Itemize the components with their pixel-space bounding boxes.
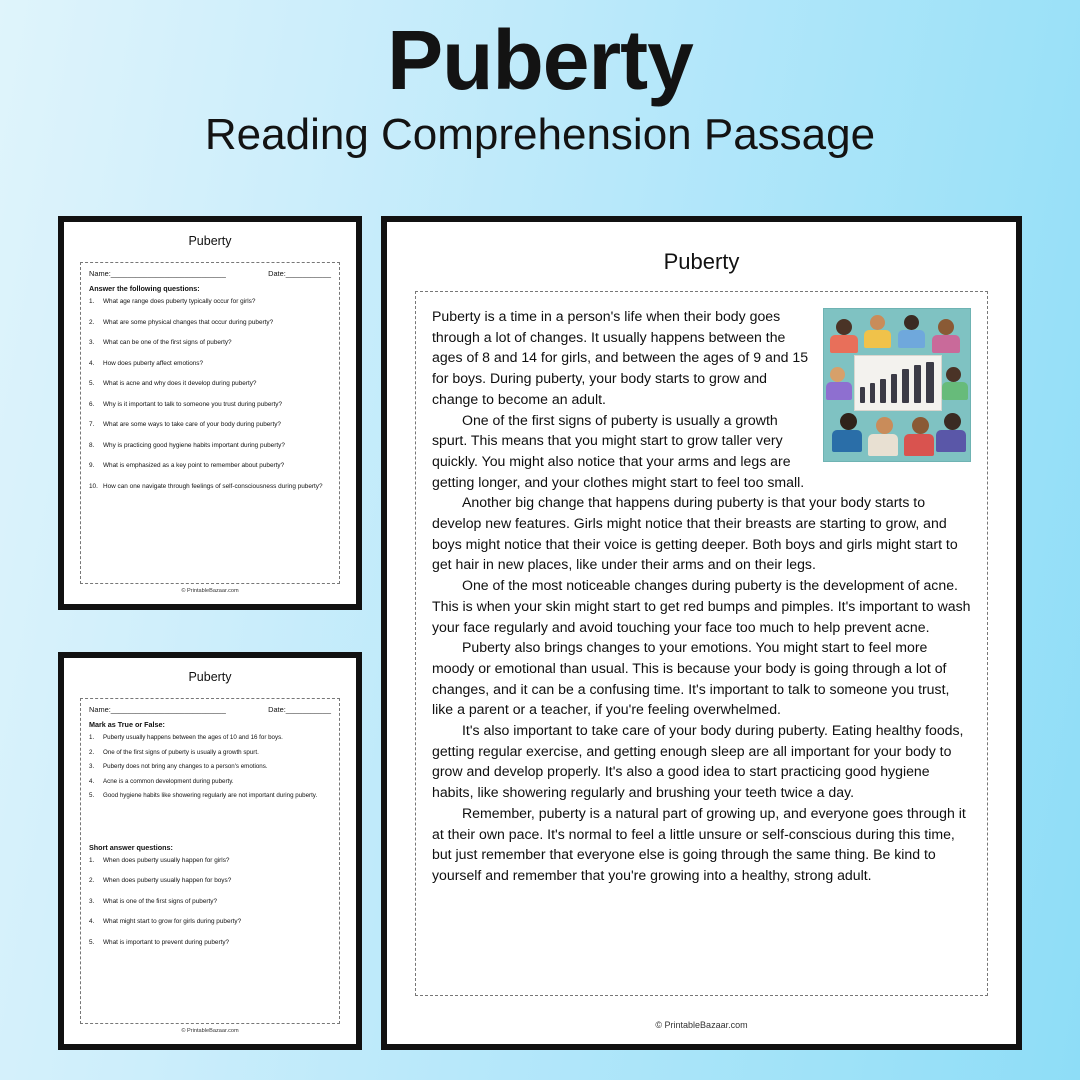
true-false-heading: Mark as True or False: <box>89 720 165 729</box>
question-number: 8. <box>89 441 95 449</box>
question-text: What is one of the first signs of puberty? <box>103 897 218 905</box>
question-text: When does puberty usually happen for girls? <box>103 856 230 864</box>
item-number: 5. <box>89 792 95 800</box>
item-number: 2. <box>89 748 95 756</box>
passage-paragraph: It's also important to take care of your body during puberty. Eating healthy foods, getting regular exercise, and getting enough sleep are all important for your body to grow and develop properly. It's also a good idea to start practicing good hygiene habits, like showering regularly and brushing your teeth twice a day. <box>432 722 964 801</box>
worksheet-one-instruction: Answer the following questions: <box>89 284 200 293</box>
question-text: What is important to prevent during puberty? <box>103 938 230 946</box>
passage-paragraph: Remember, puberty is a natural part of growing up, and everyone goes through it at their own pace. It's normal to feel a little unsure or self-conscious during this time, but just remember that everyone else is going through the same thing. Be kind to yourself and remember that you're growing into a healthy, strong adult. <box>432 804 966 883</box>
short-answer-list <box>89 857 331 947</box>
question-number: 9. <box>89 462 95 469</box>
list-item <box>89 442 331 450</box>
item-text: One of the first signs of puberty is usually a growth spurt. <box>103 748 259 756</box>
passage-title: Puberty <box>663 249 740 274</box>
question-text: What age range does puberty typically occur for girls? <box>103 298 256 305</box>
question-text: What might start to grow for girls during puberty? <box>103 918 242 926</box>
question-number: 10. <box>89 482 98 490</box>
item-text: Puberty does not bring any changes to a person's emotions. <box>103 763 268 771</box>
worksheet-one-title: Puberty <box>188 234 232 248</box>
list-item <box>89 734 331 742</box>
list-item <box>89 421 331 429</box>
page-subtitle: Reading Comprehension Passage <box>204 109 876 159</box>
question-text: What is acne and why does it develop during puberty? <box>103 380 257 387</box>
worksheet-two-content <box>80 698 340 1024</box>
section-spacer <box>89 807 331 843</box>
true-false-list <box>89 734 331 800</box>
reading-passage-page[interactable] <box>381 216 1022 1050</box>
passage-paragraph: Puberty also brings changes to your emotions. You might start to feel more moody or emotional than usual. This is because your body is going through a lot of changes, and it can be a confusing time. It's important to talk to someone you trust, like a parent or a teacher, if you're feeling overwhelmed. <box>432 639 950 718</box>
list-item <box>89 749 331 757</box>
date-field-label[interactable]: Date:___________ <box>268 705 331 714</box>
worksheet-page-true-false[interactable] <box>58 652 362 1050</box>
question-text: How does puberty affect emotions? <box>103 359 204 367</box>
list-item <box>89 778 331 786</box>
short-answer-heading: Short answer questions: <box>89 842 173 852</box>
list-item <box>89 939 331 947</box>
item-text: Acne is a common development during puberty. <box>103 777 234 785</box>
question-number: 3. <box>89 897 95 905</box>
list-item <box>89 319 331 327</box>
poster-header <box>0 13 1080 160</box>
item-number: 3. <box>89 763 95 771</box>
list-item <box>89 483 331 491</box>
question-text: When does puberty usually happen for boys? <box>103 877 232 885</box>
question-text: What are some physical changes that occur during puberty? <box>103 318 274 326</box>
list-item <box>89 918 331 926</box>
question-number: 3. <box>89 339 95 346</box>
item-number: 4. <box>89 777 95 785</box>
question-text: Why is practicing good hygiene habits important during puberty? <box>103 441 285 449</box>
date-field-label[interactable]: Date:___________ <box>268 269 331 278</box>
question-text: Why is it important to talk to someone you trust during puberty? <box>103 400 283 408</box>
name-field-label[interactable]: Name:____________________________ <box>89 269 226 278</box>
question-text: What can be one of the first signs of puberty? <box>103 339 232 346</box>
question-number: 7. <box>89 421 95 428</box>
question-number: 4. <box>89 359 95 367</box>
question-number: 1. <box>89 298 95 305</box>
item-text: Puberty usually happens between the ages of 10 and 16 for boys. <box>103 734 283 741</box>
item-number: 1. <box>89 734 95 741</box>
list-item <box>89 298 331 306</box>
question-text: What are some ways to take care of your body during puberty? <box>103 421 281 428</box>
passage-paragraph: One of the first signs of puberty is usually a growth spurt. This means that you might start to grow taller very quickly. You might also notice that your arms and legs are getting longer, and your clothes might start to feel too small. <box>432 411 805 490</box>
question-number: 1. <box>89 856 95 864</box>
list-item <box>89 792 331 800</box>
question-number: 2. <box>89 318 95 326</box>
list-item <box>89 763 331 771</box>
puberty-growth-stages-illustration <box>823 308 971 462</box>
list-item <box>89 401 331 409</box>
list-item <box>89 898 331 906</box>
worksheet-one-question-list <box>89 298 331 491</box>
item-text: Good hygiene habits like showering regularly are not important during puberty. <box>103 792 318 800</box>
question-text: How can one navigate through feelings of self-consciousness during puberty? <box>103 482 323 490</box>
question-number: 5. <box>89 938 95 946</box>
passage-paragraph: One of the most noticeable changes during puberty is the development of acne. This is when your skin might start to get red bumps and pimples. It's important to wash your face regularly and avoid touching your face too much to help prevent acne. <box>432 577 971 635</box>
name-date-row <box>89 269 331 278</box>
question-number: 5. <box>89 380 95 387</box>
list-item <box>89 857 331 865</box>
worksheet-one-content <box>80 262 340 584</box>
passage-credit: © PrintableBazaar.com <box>655 1020 748 1030</box>
list-item <box>89 339 331 347</box>
question-number: 2. <box>89 877 95 885</box>
worksheet-two-title: Puberty <box>188 670 232 684</box>
question-number: 6. <box>89 400 95 408</box>
passage-content <box>415 291 988 996</box>
worksheet-page-questions[interactable] <box>58 216 362 610</box>
question-text: What is emphasized as a key point to remember about puberty? <box>103 462 285 469</box>
list-item <box>89 462 331 470</box>
passage-paragraph: Another big change that happens during puberty is that your body starts to develop new features. Girls might notice that their breasts are starting to grow, and boys might notice that their voice is getting deeper. Both boys and girls might start to get hair in new places, like under their arms and on their legs. <box>432 494 958 573</box>
page-title: Puberty <box>387 13 693 107</box>
worksheet-two-credit: © PrintableBazaar.com <box>181 1028 239 1034</box>
name-field-label[interactable]: Name:____________________________ <box>89 705 226 714</box>
name-date-row <box>89 705 331 714</box>
passage-paragraph: Puberty is a time in a person's life when their body goes through a lot of changes. It usually happens between the ages of 8 and 14 for girls, and between the ages of 9 and 15 for boys. During puberty, your body starts to grow and change to become an adult. <box>432 308 809 407</box>
list-item <box>89 380 331 388</box>
list-item <box>89 360 331 368</box>
list-item <box>89 877 331 885</box>
question-number: 4. <box>89 918 95 926</box>
worksheet-one-credit: © PrintableBazaar.com <box>181 588 239 594</box>
